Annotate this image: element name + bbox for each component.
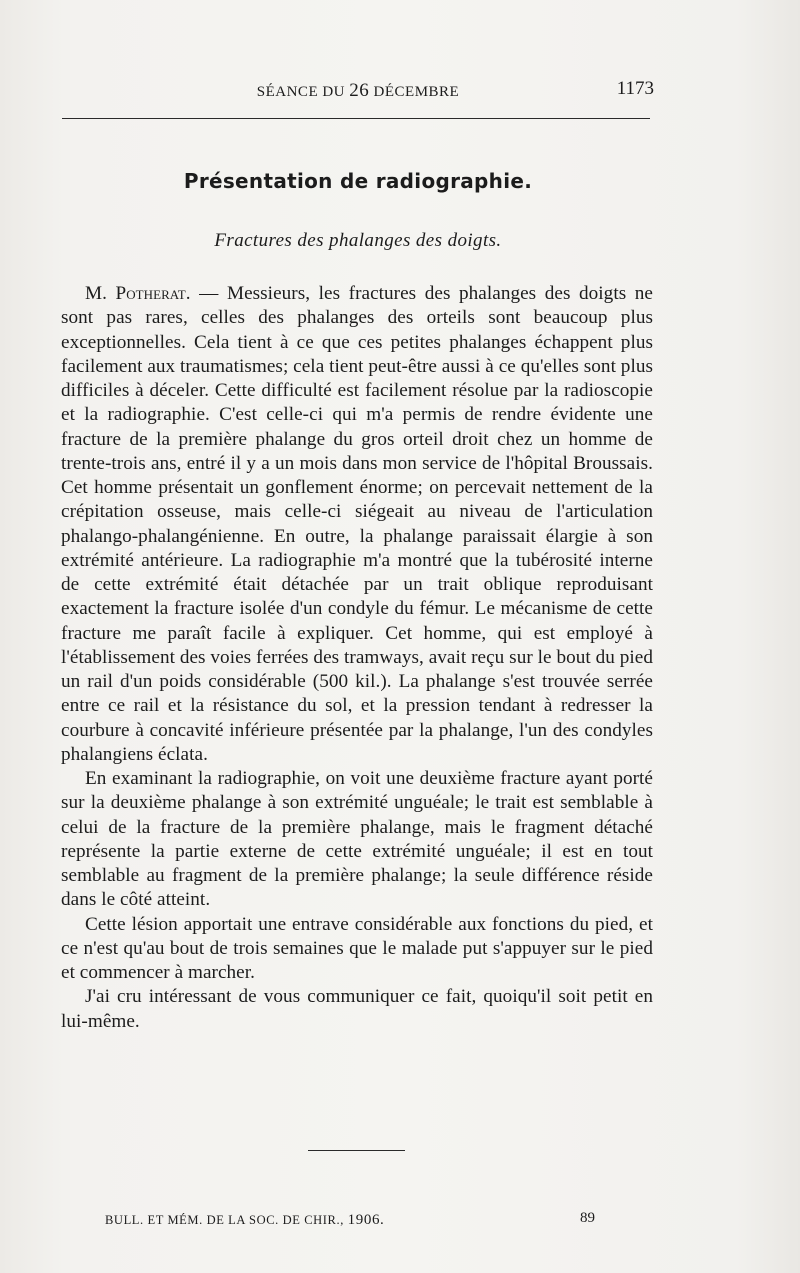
paragraph-2: En examinant la radiographie, on voit une deuxième fracture ayant porté sur la deuxième phalange à son extrémité unguéale; le trait est semblable à celui de la fracture de la première phalange, mais le fragment détaché représente la partie externe de cette extrémité unguéale; il est en tout semblable au fragment de la première phalange; la seule différence réside dans le côté atteint. — [61, 768, 653, 911]
footer-citation — [105, 1212, 384, 1229]
footer-rule — [308, 1150, 405, 1151]
header-rule — [62, 118, 650, 119]
section-subtitle: Fractures des phalanges des doigts. — [214, 230, 502, 251]
paragraph-1 — [61, 282, 653, 767]
section-title: Présentation de radiographie. — [183, 169, 533, 193]
running-title-suffix: DÉCEMBRE — [369, 84, 460, 100]
footer-citation-text: BULL. ET MÉM. DE LA SOC. DE CHIR., — [105, 1213, 348, 1227]
paragraph-3: Cette lésion apportait une entrave considérable aux fonctions du pied, et ce n'est qu'au bout de trois semaines que le malade put s'appuyer sur le pied et commencer à marcher. — [61, 913, 653, 983]
paragraph-1-text: — Messieurs, les fractures des phalanges des doigts ne sont pas rares, celles des phalanges des orteils sont beaucoup plus exceptionnelles. Cela tient à ce que ces petites phalanges échappent plus facilement aux traumatismes; cela tient peut-être aussi à ce qu'elles sont plus difficiles à déceler. Cette difficulté est facilement résolue par la radioscopie et la radiographie. C'est celle-ci qui m'a permis de rendre évidente une fracture de la première phalange du gros orteil droit chez un homme de trente-trois ans, entré il y a un mois dans mon service de l'hôpital Broussais. Cet homme présentait un gonflement énorme; on percevait nettement de la crépitation osseuse, mais celle-ci siégeait au niveau de l'articulation phalango-phalangénienne. En outre, la phalange paraissait élargie à son extrémité antérieure. La radiographie m'a montré que la tubérosité interne de cette extrémité était détachée par un trait oblique reproduisant exactement la fracture isolée d'un condyle du fémur. Le mécanisme de cette fracture me paraît facile à expliquer. Cet homme, qui est employé à l'établissement des voies ferrées des tramways, avait reçu sur le bout du pied un rail d'un poids considérable (500 kil.). La phalange s'est trouvée serrée entre ce rail et la résistance du sol, et la pression tendant à redresser la courbure à concavité inférieure présentée par la phalange, l'un des condyles phalangiens éclata. — [61, 283, 653, 765]
footer-citation-year: 1906. — [347, 1212, 385, 1228]
running-title — [62, 80, 654, 102]
paragraph-4: J'ai cru intéressant de vous communiquer ce fait, quoiqu'il soit petit en lui-même. — [61, 986, 653, 1032]
body-text — [61, 282, 653, 1034]
running-title-day: 26 — [349, 80, 370, 101]
running-title-prefix: SÉANCE DU — [256, 84, 350, 100]
speaker-name: M. Potherat. — [85, 283, 191, 304]
running-head — [62, 78, 654, 100]
signature-number: 89 — [580, 1210, 595, 1226]
page-number: 1173 — [616, 78, 654, 99]
